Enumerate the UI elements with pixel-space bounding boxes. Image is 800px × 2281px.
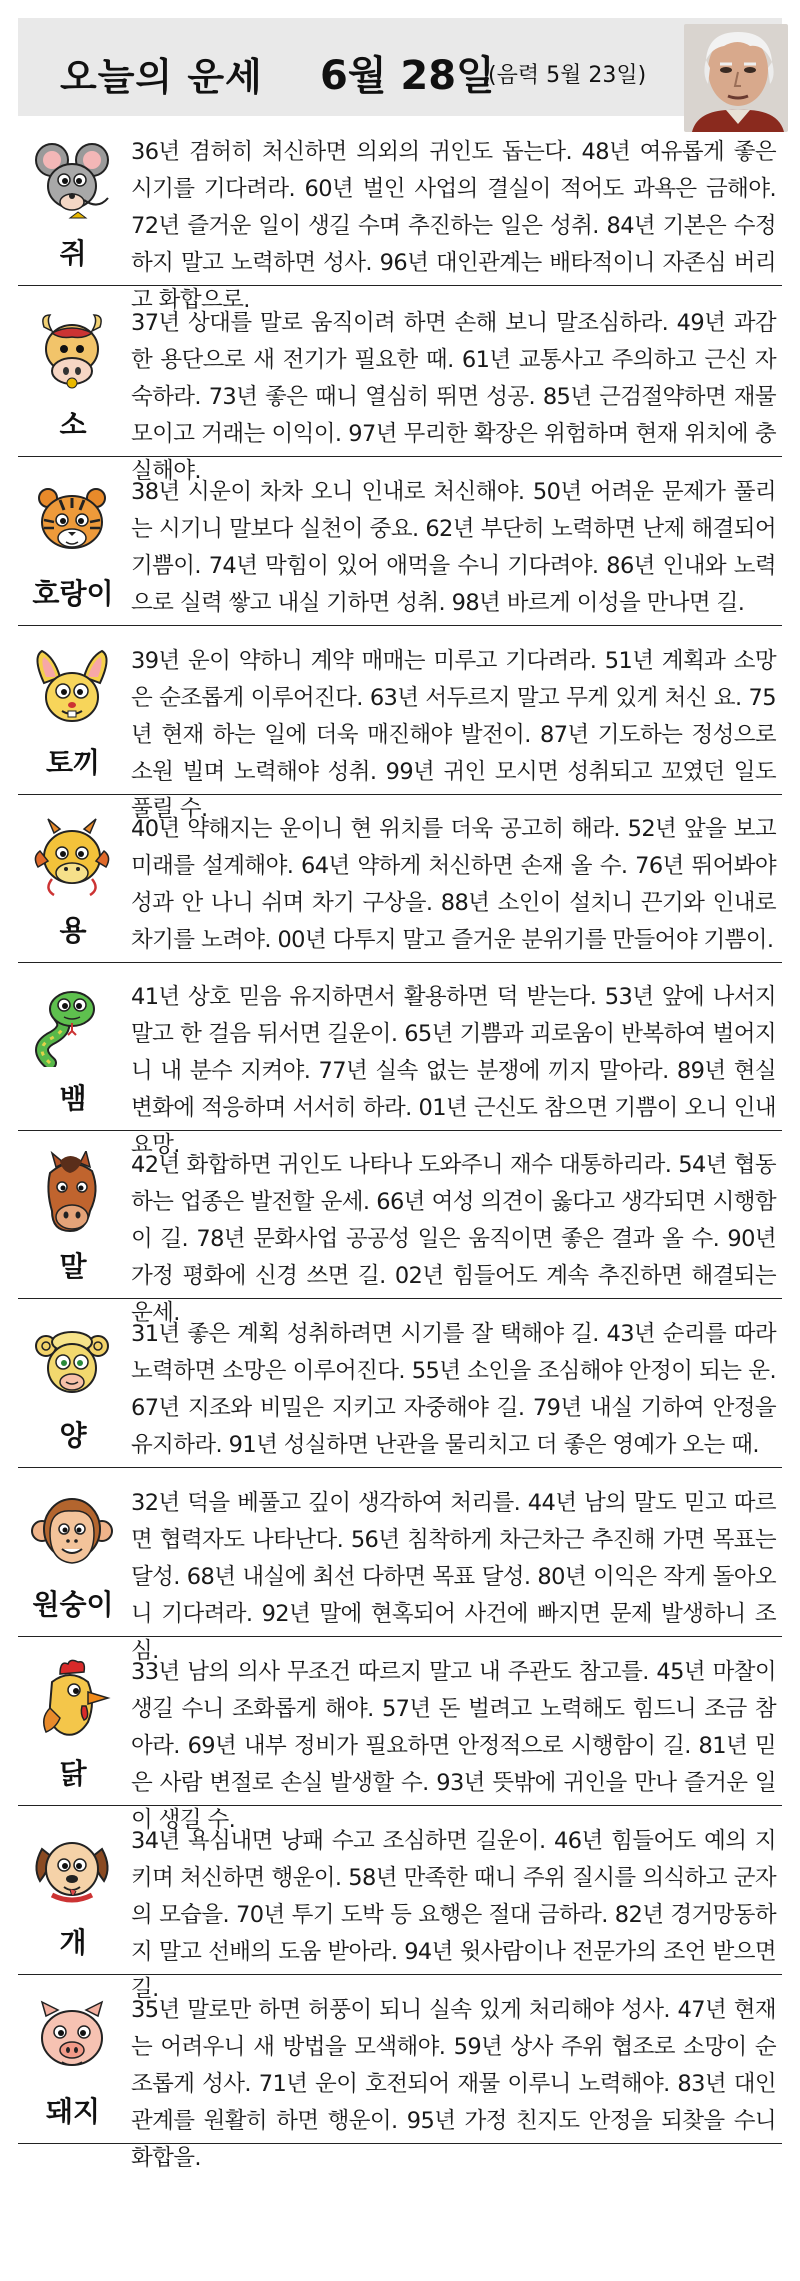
animal-cell bbox=[18, 1471, 128, 1636]
fortune-row-dragon bbox=[18, 797, 782, 963]
fortune-row-pig bbox=[18, 1978, 782, 2171]
fortune-text: 36년 겸허히 처신하면 의외의 귀인도 돕는다. 48년 여유롭게 좋은 시기를 기다려라. 60년 벌인 사업의 결실이 적어도 과욕은 금해야. 72년 즐거운 일이 생길 수며 추진하는 일은 성취. 84년 기본은 수정하지 말고 노력하면 성사. 96년 대인관계는 배타적이니 자존심 버리고 화합으로. bbox=[131, 139, 776, 313]
animal-name: 토끼 bbox=[45, 746, 101, 779]
animal-cell bbox=[18, 460, 128, 625]
fortune-text: 38년 시운이 차차 오니 인내로 처신해야. 50년 어려운 문제가 풀리는 시기니 말보다 실천이 중요. 62년 부단히 노력하면 난제 해결되어 기쁨이. 74년 막힘이 있어 애먹을 수니 기다려야. 86년 인내와 노력으로 실력 쌓고 내실 기하면 성취. 98년 바르게 이성을 만나면 길. bbox=[131, 479, 776, 616]
page-title: 오늘의 운세 bbox=[60, 55, 263, 99]
animal-name: 돼지 bbox=[45, 2095, 101, 2128]
header-banner bbox=[18, 18, 782, 116]
animal-cell bbox=[18, 797, 128, 962]
fortune-row-horse bbox=[18, 1133, 782, 1326]
animal-name: 쥐 bbox=[59, 237, 87, 270]
animal-cell bbox=[18, 1302, 128, 1467]
animal-name: 원숭이 bbox=[32, 1588, 114, 1621]
lunar-date-label: (음력 5월 23일) bbox=[488, 63, 647, 88]
rabbit-icon bbox=[30, 647, 114, 731]
animal-cell bbox=[18, 965, 128, 1130]
animal-name: 용 bbox=[59, 914, 87, 947]
fortune-row-snake bbox=[18, 965, 782, 1158]
fortune-text: 34년 욕심내면 낭패 수고 조심하면 길운이. 46년 힘들어도 예의 지키며 처신하면 행운이. 58년 만족한 때니 주위 질시를 의식하고 군자의 모습을. 70년 투기 도박 등 요행은 절대 금하라. 82년 경거망동하지 말고 선배의 도움 받아라. 94년 윗사람이나 전문가의 조언 받으면 길. bbox=[131, 1828, 776, 2002]
pig-icon bbox=[30, 1996, 114, 2080]
snake-icon bbox=[30, 983, 114, 1067]
fortune-text: 39년 운이 약하니 계약 매매는 미루고 기다려라. 51년 계획과 소망은 순조롭게 이루어진다. 63년 서두르지 말고 무게 있게 처신 요. 75년 현재 하는 일에 더욱 매진해야 발전이. 87년 기도하는 정성으로 소원 빌며 노력해야 성취. 99년 귀인 모시면 성취되고 꼬였던 일도 풀릴 수. bbox=[131, 648, 776, 822]
animal-cell bbox=[18, 1809, 128, 1974]
animal-name: 닭 bbox=[59, 1757, 87, 1790]
tiger-icon bbox=[30, 478, 114, 562]
fortune-row-ox bbox=[18, 291, 782, 484]
horse-icon bbox=[30, 1151, 114, 1235]
fortune-row-sheep bbox=[18, 1302, 782, 1468]
monkey-icon bbox=[30, 1489, 114, 1573]
date-label: 6월 28일 bbox=[320, 53, 495, 99]
animal-cell bbox=[18, 120, 128, 285]
fortune-text: 41년 상호 믿음 유지하면서 활용하면 덕 받는다. 53년 앞에 나서지 말고 한 걸음 뒤서면 길운이. 65년 기쁨과 괴로움이 반복하여 벌어지니 내 분수 지켜야. 77년 실속 없는 분쟁에 끼지 말아라. 89년 현실 변화에 적응하며 서서히 하라. 01년 근신도 참으면 기쁨이 오니 인내 요망. bbox=[131, 984, 776, 1158]
fortune-text: 31년 좋은 계획 성취하려면 시기를 잘 택해야 길. 43년 순리를 따라 노력하면 소망은 이루어진다. 55년 소인을 조심해야 안정이 되는 운. 67년 지조와 비밀은 지키고 자중해야 길. 79년 내실 기하여 안정을 유지하라. 91년 성실하면 난관을 물리치고 더 좋은 영예가 오는 때. bbox=[131, 1321, 776, 1458]
fortune-row-monkey bbox=[18, 1471, 782, 1664]
fortune-text: 33년 남의 의사 무조건 따르지 말고 내 주관도 참고를. 45년 마찰이 생길 수니 조화롭게 해야. 57년 돈 벌려고 노력해도 힘드니 조금 참아라. 69년 내부 정비가 필요하면 안정적으로 시행함이 길. 81년 믿은 사람 변절로 손실 발생할 수. 93년 뜻밖에 귀인을 만나 즐거운 일이 생길 수. bbox=[131, 1659, 776, 1833]
fortune-text: 40년 약해지는 운이니 현 위치를 더욱 공고히 해라. 52년 앞을 보고 미래를 설계해야. 64년 약하게 처신하면 손재 올 수. 76년 뛰어봐야 성과 안 나니 쉬며 차기 구상을. 88년 소인이 설치니 끈기와 인내로 차기를 노려야. 00년 다투지 말고 즐거운 분위기를 만들어야 기쁨이. bbox=[131, 816, 776, 953]
animal-name: 뱀 bbox=[59, 1082, 87, 1115]
dog-icon bbox=[30, 1827, 114, 1911]
fortune-text: 37년 상대를 말로 움직이려 하면 손해 보니 말조심하라. 49년 과감한 용단으로 새 전기가 필요한 때. 61년 교통사고 주의하고 근신 자숙하라. 73년 좋은 때니 열심히 뛰면 성공. 85년 근검절약하면 재물 모이고 거래는 이익이. 97년 무리한 확장은 위험하며 현재 위치에 충실해야. bbox=[131, 310, 776, 484]
dragon-icon bbox=[30, 815, 114, 899]
author-portrait bbox=[684, 24, 788, 132]
animal-name: 소 bbox=[59, 408, 87, 441]
fortune-row-rabbit bbox=[18, 629, 782, 822]
animal-cell bbox=[18, 1978, 128, 2143]
sheep-icon bbox=[30, 1320, 114, 1404]
animal-name: 양 bbox=[59, 1419, 87, 1452]
fortune-row-rooster bbox=[18, 1640, 782, 1833]
rooster-icon bbox=[30, 1658, 114, 1742]
fortune-text: 42년 화합하면 귀인도 나타나 도와주니 재수 대통하리라. 54년 협동하는 업종은 발전할 운세. 66년 여성 의견이 옳다고 생각되면 시행함이 길. 78년 문화사업 공공성 일은 움직이면 좋은 결과 올 수. 90년 가정 평화에 신경 쓰면 길. 02년 힘들어도 계속 추진하면 해결되는 운세. bbox=[131, 1152, 776, 1326]
animal-cell bbox=[18, 1133, 128, 1298]
fortune-row-tiger bbox=[18, 460, 782, 626]
animal-cell bbox=[18, 1640, 128, 1805]
fortune-text: 35년 말로만 하면 허풍이 되니 실속 있게 처리해야 성사. 47년 현재는 어려우니 새 방법을 모색해야. 59년 상사 주위 협조로 소망이 순조롭게 성사. 71년 운이 호전되어 재물 이루니 노력해야. 83년 대인관계를 원활히 하면 행운이. 95년 가정 친지도 안정을 되찾을 수니 화합을. bbox=[131, 1997, 776, 2171]
animal-cell bbox=[18, 629, 128, 794]
fortune-row-dog bbox=[18, 1809, 782, 2002]
ox-icon bbox=[30, 309, 114, 393]
fortune-text: 32년 덕을 베풀고 깊이 생각하여 처리를. 44년 남의 말도 믿고 따르면 협력자도 나타난다. 56년 침착하게 차근차근 추진해 가면 목표는 달성. 68년 내실에 최선 다하면 목표 달성. 80년 이익은 작게 돌아오니 기다려라. 92년 말에 현혹되어 사건에 빠지면 문제 발생하니 조심. bbox=[131, 1490, 776, 1664]
fortune-row-rat bbox=[18, 120, 782, 313]
animal-cell bbox=[18, 291, 128, 456]
animal-name: 개 bbox=[59, 1926, 87, 1959]
animal-name: 말 bbox=[59, 1250, 87, 1283]
animal-name: 호랑이 bbox=[32, 577, 114, 610]
rat-icon bbox=[30, 138, 114, 222]
